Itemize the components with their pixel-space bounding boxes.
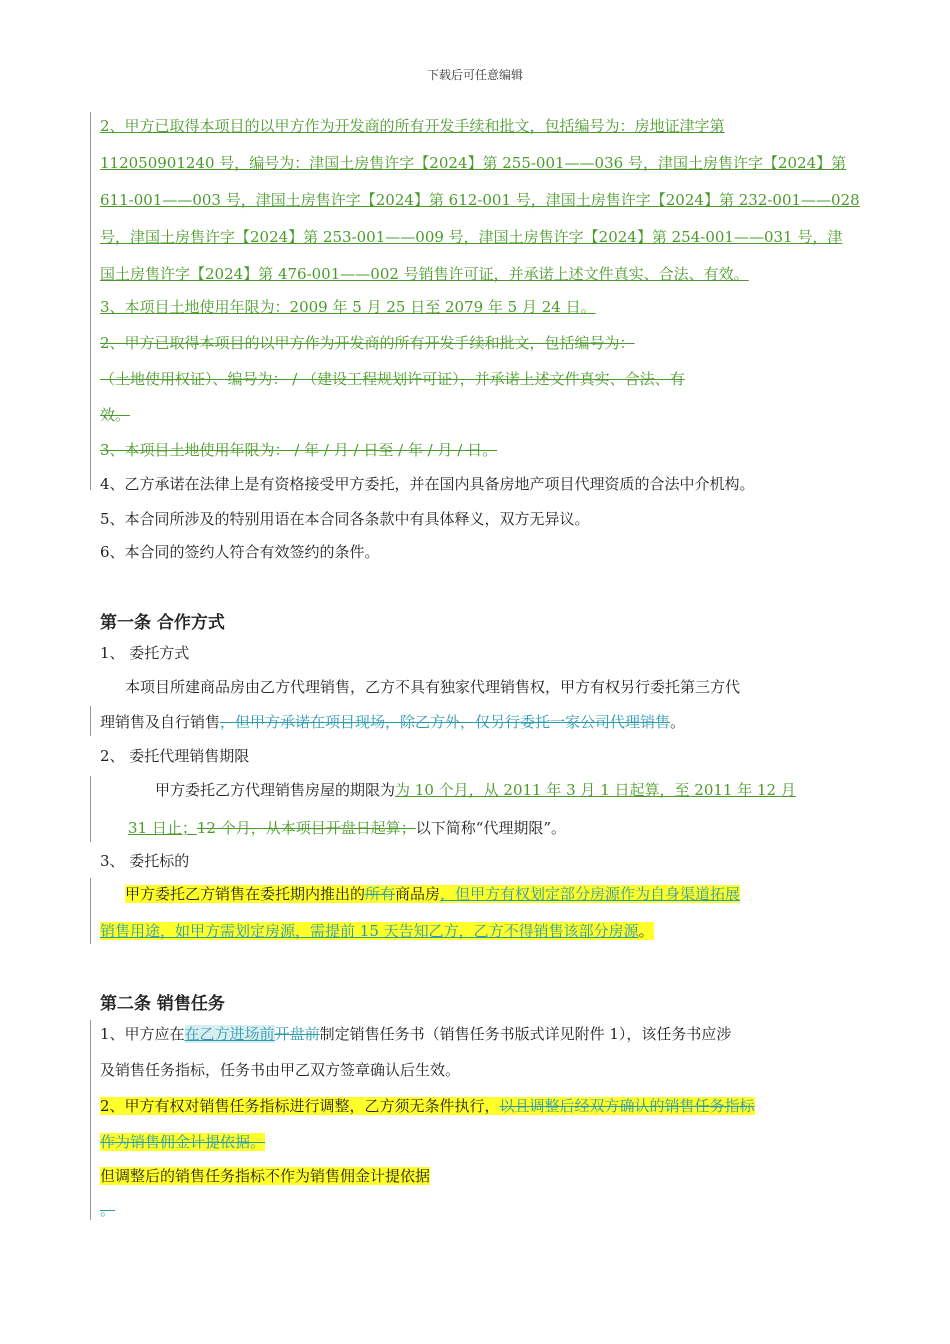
- change-bar: [90, 112, 91, 472]
- change-bar: [90, 878, 91, 944]
- deleted-text: 所有: [365, 885, 396, 903]
- deleted-text: 以且调整后经双方确认的销售任务指标: [499, 1097, 755, 1115]
- article-2-clause-2: [100, 1200, 115, 1220]
- section-1-2-text: [128, 818, 566, 838]
- text-span: 甲方委托乙方代理销售房屋的期限为: [155, 781, 396, 799]
- change-bar: [90, 706, 91, 736]
- section-1-1-text: [100, 712, 685, 732]
- highlighted-text: 甲方委托乙方销售在委托期内推出的: [125, 885, 366, 903]
- deleted-text: 作为销售佣金计提依据。: [100, 1133, 266, 1151]
- inserted-text: 在乙方进场前: [184, 1025, 275, 1043]
- highlighted-text: 2、甲方有权对销售任务指标进行调整，乙方须无条件执行，: [100, 1097, 500, 1115]
- section-1-2-title: 2、 委托代理销售期限: [100, 747, 250, 765]
- change-bar: [90, 470, 91, 490]
- article-2-clause-2: [100, 1166, 430, 1186]
- deleted-text: 。: [100, 1201, 116, 1219]
- section-1-3-text: [100, 921, 654, 941]
- inserted-clause-line: 3、本项目土地使用年限为：2009 年 5 月 25 日至 2079 年 5 月 24 日。: [100, 298, 596, 316]
- text-span: 制定销售任务书（销售任务书版式详见附件 1），该任务书应涉: [319, 1025, 732, 1043]
- inserted-clause-line: 2、甲方已取得本项目的以甲方作为开发商的所有开发手续和批文，包括编号为：房地证津字第: [100, 117, 725, 135]
- section-1-1-text: 本项目所建商品房由乙方代理销售，乙方不具有独家代理销售权，甲方有权另行委托第三方代: [125, 678, 741, 696]
- clause-4: 4、乙方承诺在法律上是有资格接受甲方委托，并在国内具备房地产项目代理资质的合法中介机构。: [100, 475, 755, 493]
- text-span: 1、甲方应在: [100, 1025, 185, 1043]
- section-1-2-text: [155, 780, 796, 800]
- text-span: 理销售及自行销售: [100, 713, 221, 731]
- article-2-title: 第二条 销售任务: [100, 994, 225, 1014]
- deleted-text: ，但甲方承诺在项目现场，除乙方外，仅另行委托一家公司代理销售: [220, 713, 671, 731]
- page-header: 下载后可任意编辑: [426, 68, 523, 82]
- highlighted-text: 但调整后的销售任务指标不作为销售佣金计提依据: [100, 1167, 431, 1185]
- deleted-clause-line: （土地使用权证）、编号为： / （建设工程规划许可证），并承诺上述文件真实、合法、有: [100, 370, 685, 388]
- inserted-clause-line: 国土房售许字【2024】第 476-001——002 号销售许可证，并承诺上述文件真实、合法、有效。: [100, 265, 749, 283]
- deleted-text: 开盘前: [274, 1025, 320, 1043]
- inserted-text: 为 10 个月，从 2011 年 3 月 1 日起算，至 2011 年 12 月: [395, 781, 796, 799]
- section-1-3-text: [125, 884, 740, 904]
- clause-6: 6、本合同的签约人符合有效签约的条件。: [100, 543, 380, 561]
- article-2-clause-2: [100, 1096, 755, 1116]
- text-span: 。: [670, 713, 686, 731]
- deleted-clause-line: 效。: [100, 406, 131, 424]
- change-bar: [90, 1020, 91, 1220]
- section-1-3-title: 3、 委托标的: [100, 852, 190, 870]
- section-1-1-title: 1、 委托方式: [100, 644, 190, 662]
- inserted-text: ，但甲方有权划定部分房源作为自身渠道拓展: [440, 885, 741, 903]
- text-span: 以下简称“代理期限”。: [415, 819, 567, 837]
- inserted-clause-line: 611-001——003 号，津国土房售许字【2024】第 612-001 号，津国土房售许字【2024】第 232-001——028: [100, 191, 860, 209]
- article-2-clause-1: 及销售任务指标，任务书由甲乙双方签章确认后生效。: [100, 1061, 461, 1079]
- inserted-text: 31 日止；: [128, 819, 197, 837]
- change-bar: [90, 776, 91, 842]
- deleted-clause-line: 3、本项目土地使用年限为： / 年 / 月 / 日至 / 年 / 月 / 日。: [100, 441, 498, 459]
- article-2-clause-1: [100, 1024, 731, 1044]
- clause-5: 5、本合同所涉及的特别用语在本合同各条款中有具体释义，双方无异议。: [100, 510, 590, 528]
- article-1-title: 第一条 合作方式: [100, 613, 225, 633]
- deleted-clause-line: 2、甲方已取得本项目的以甲方作为开发商的所有开发手续和批文，包括编号为：: [100, 334, 635, 352]
- highlighted-text: 商品房: [395, 885, 441, 903]
- article-2-clause-2: [100, 1132, 265, 1152]
- inserted-clause-line: 112050901240 号，编号为：津国土房售许字【2024】第 255-001——036 号，津国土房售许字【2024】第: [100, 154, 847, 172]
- inserted-clause-line: 号，津国土房售许字【2024】第 253-001——009 号，津国土房售许字【2024】第 254-001——031 号，津: [100, 228, 843, 246]
- inserted-text: 销售用途，如甲方需划定房源，需提前 15 天告知乙方，乙方不得销售该部分房源: [100, 922, 639, 940]
- deleted-text: 12 个月，从本项目开盘日起算；: [196, 819, 416, 837]
- highlighted-text: 。: [638, 922, 654, 940]
